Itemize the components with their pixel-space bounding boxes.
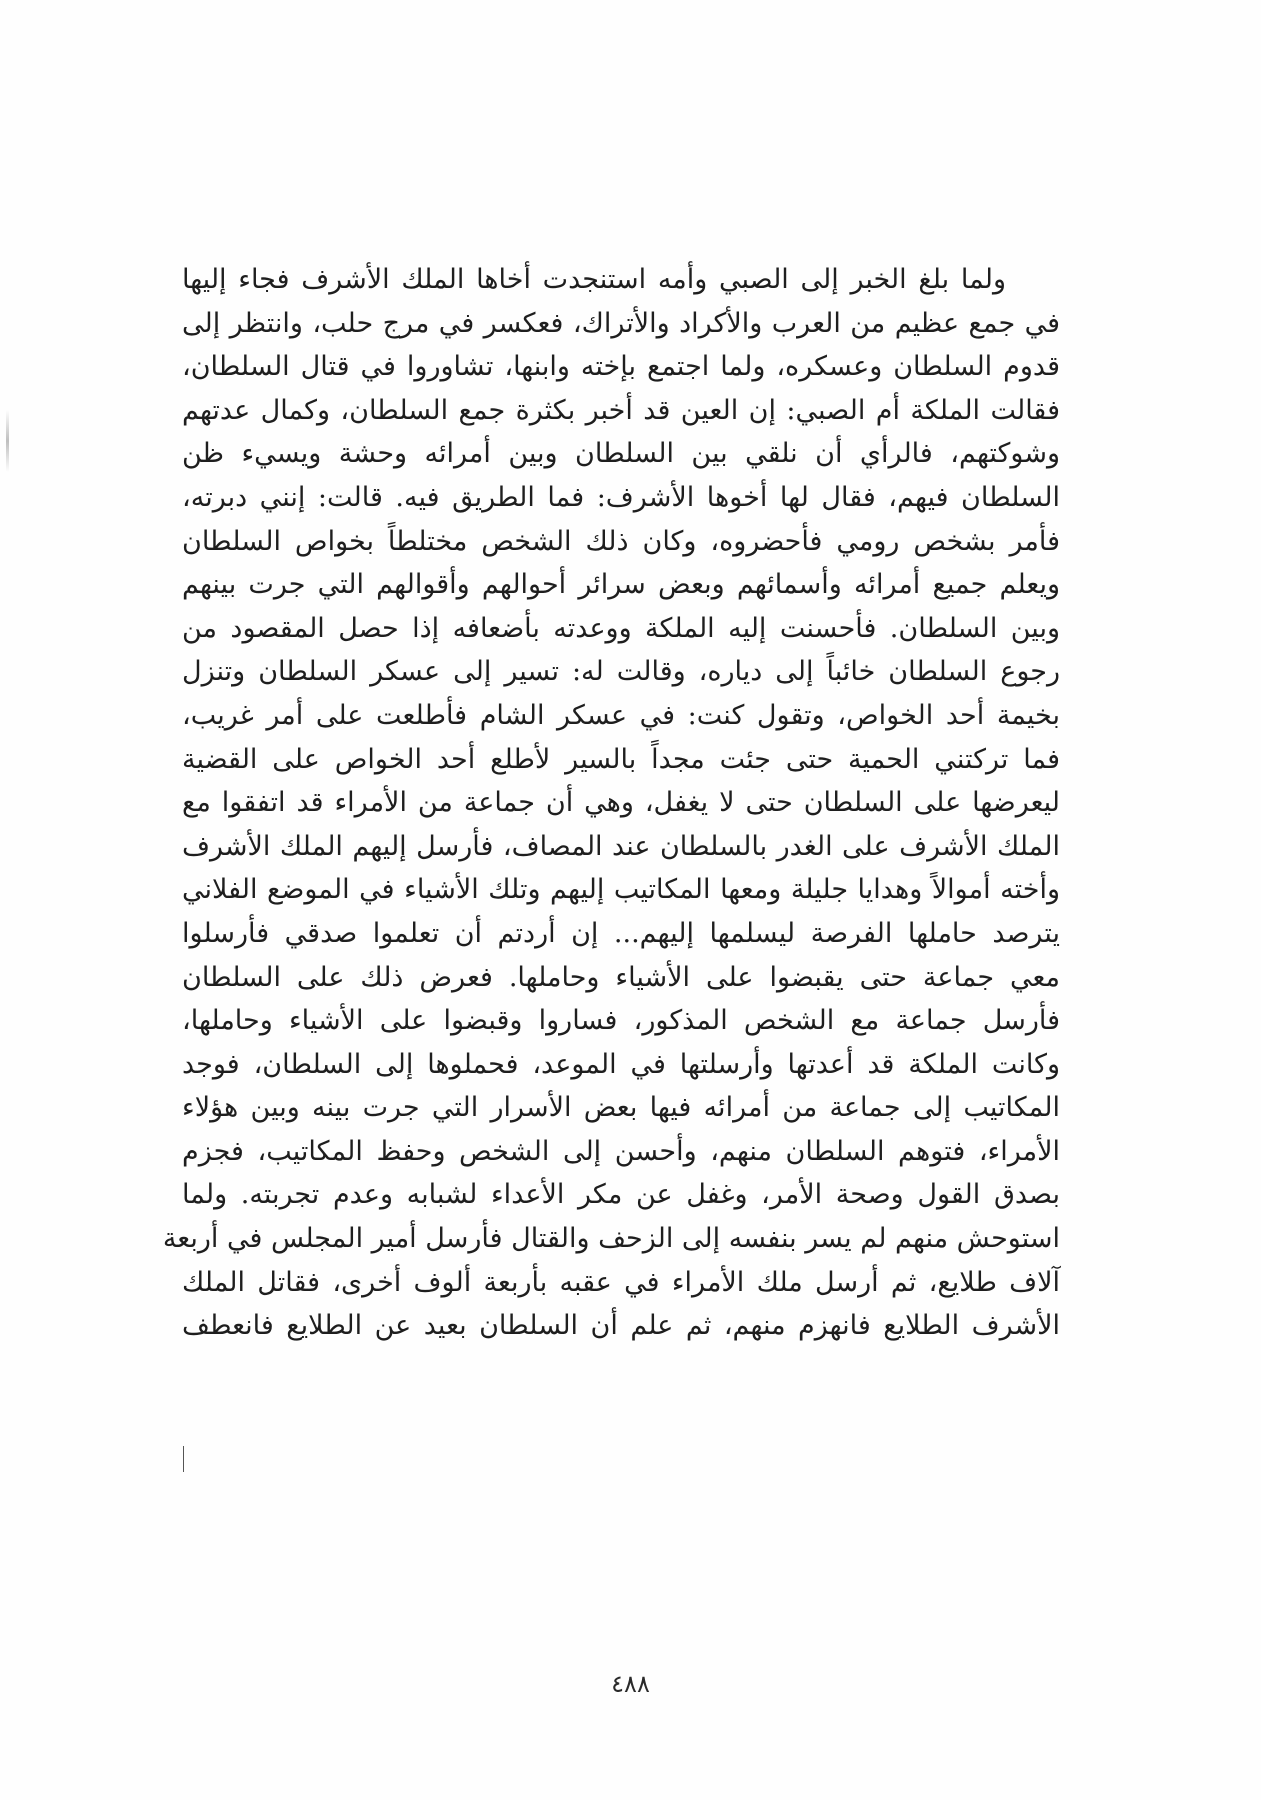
text-line: وبين السلطان. فأحسنت إليه الملكة ووعدته بأضعافه إذا حصل المقصود من bbox=[182, 612, 1061, 644]
text-line: السلطان فيهم، فقال لها أخوها الأشرف: فما الطريق فيه. قالت: إنني دبرته، bbox=[182, 481, 1060, 513]
body-text bbox=[162, 258, 1061, 1348]
text-line: آلاف طلايع، ثم أرسل ملك الأمراء في عقبه بأربعة ألوف أخرى، فقاتل الملك bbox=[182, 1266, 1060, 1298]
text-line: الأمراء، فتوهم السلطان منهم، وأحسن إلى الشخص وحفظ المكاتيب، فجزم bbox=[182, 1135, 1060, 1167]
text-line: وشوكتهم، فالرأي أن نلقي بين السلطان وبين أمرائه وحشة ويسيء ظن bbox=[182, 438, 1060, 470]
text-line: المكاتيب إلى جماعة من أمرائه فيها بعض الأسرار التي جرت بينه وبين هؤلاء bbox=[182, 1092, 1060, 1124]
text-line: فأرسل جماعة مع الشخص المذكور، فساروا وقبضوا على الأشياء وحاملها، bbox=[182, 1005, 1060, 1037]
text-line: استوحش منهم لم يسر بنفسه إلى الزحف والقتال فأرسل أمير المجلس في أربعة bbox=[162, 1223, 1060, 1255]
margin-tick-mark bbox=[183, 1446, 184, 1472]
text-line: بصدق القول وصحة الأمر، وغفل عن مكر الأعداء لشبابه وعدم تجربته. ولما bbox=[182, 1179, 1060, 1211]
text-line: فما تركتني الحمية حتى جئت مجداً بالسير لأطلع أحد الخواص على القضية bbox=[182, 743, 1060, 775]
page-number: ٤٨٨ bbox=[611, 1670, 650, 1698]
text-line: ويعلم جميع أمرائه وأسمائهم وبعض سرائر أحوالهم وأقوالهم التي جرت بينهم bbox=[182, 569, 1060, 601]
text-line: قدوم السلطان وعسكره، ولما اجتمع بإخته وابنها، تشاوروا في قتال السلطان، bbox=[182, 351, 1060, 383]
text-line: وكانت الملكة قد أعدتها وأرسلتها في الموعد، فحملوها إلى السلطان، فوجد bbox=[182, 1048, 1060, 1080]
text-line: الأشرف الطلايع فانهزم منهم، ثم علم أن السلطان بعيد عن الطلايع فانعطف bbox=[182, 1310, 1060, 1342]
text-line: وأخته أموالاً وهدايا جليلة ومعها المكاتيب إليهم وتلك الأشياء في الموضع الفلاني bbox=[182, 874, 1060, 906]
text-line: فقالت الملكة أم الصبي: إن العين قد أخبر بكثرة جمع السلطان، وكمال عدتهم bbox=[182, 394, 1060, 426]
text-line: ليعرضها على السلطان حتى لا يغفل، وهي أن جماعة من الأمراء قد اتفقوا مع bbox=[182, 787, 1060, 819]
text-line: رجوع السلطان خائباً إلى دياره، وقالت له: تسير إلى عسكر السلطان وتنزل bbox=[182, 656, 1060, 688]
text-line: يترصد حاملها الفرصة ليسلمها إليهم... إن أردتم أن تعلموا صدقي فأرسلوا bbox=[182, 917, 1060, 949]
scan-artifact-mark bbox=[6, 410, 9, 472]
text-line: معي جماعة حتى يقبضوا على الأشياء وحاملها. فعرض ذلك على السلطان bbox=[182, 961, 1060, 993]
text-line: الملك الأشرف على الغدر بالسلطان عند المصاف، فأرسل إليهم الملك الأشرف bbox=[182, 830, 1060, 862]
text-line: بخيمة أحد الخواص، وتقول كنت: في عسكر الشام فأطلعت على أمر غريب، bbox=[182, 699, 1060, 731]
text-line: فأمر بشخص رومي فأحضروه، وكان ذلك الشخص مختلطاً بخواص السلطان bbox=[182, 525, 1060, 557]
text-line: ولما بلغ الخبر إلى الصبي وأمه استنجدت أخاها الملك الأشرف فجاء إليها bbox=[182, 264, 1006, 295]
text-line: في جمع عظيم من العرب والأكراد والأتراك، فعكسر في مرج حلب، وانتظر إلى bbox=[182, 307, 1060, 339]
